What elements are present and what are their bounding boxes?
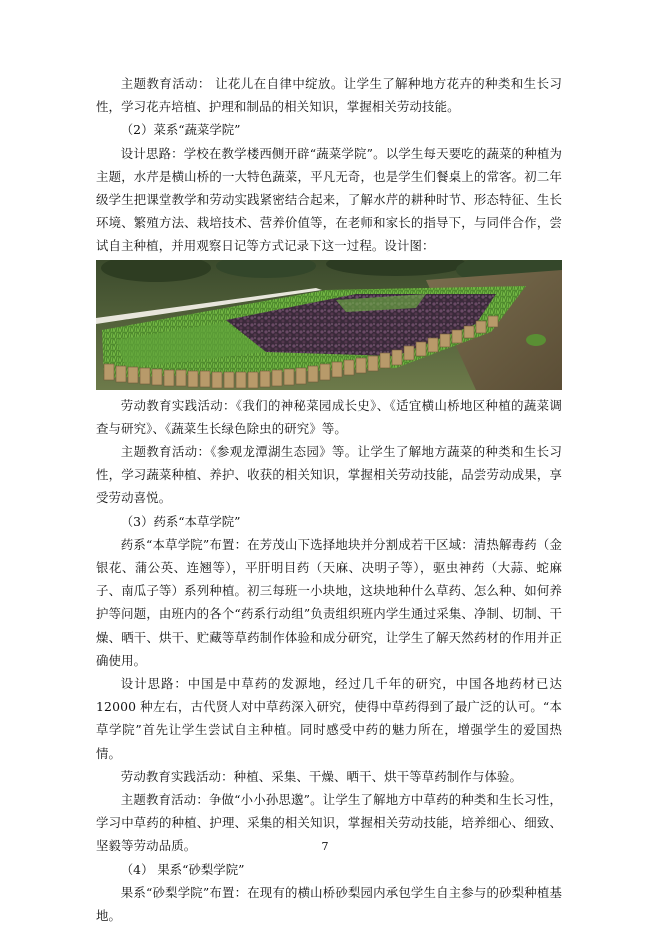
paragraph-herbal-theme-activity: 主题教育活动：争做“小小孙思邈”。让学生了解地方中草药的种类和生长习性，学习中草药的种植、护理、采集的相关知识，掌握相关劳动技能，培养细心、细致、坚毅等劳动品质。 <box>96 792 562 854</box>
paragraph-herbal-layout: 药系“本草学院”布置：在芳茂山下选择地块并分割成若干区域：清热解毒药（金银花、蒲公英、连翘等），平肝明目药（天麻、决明子等），驱虫神药（大蒜、蛇麻子、南瓜子等）系列种植。初三每班一小块地，这块地种什么草药、怎么种、如何养护等问题，由班内的各个“药系行动组”负责组织班内学生通过采集、净制、切制、干燥、晒干、烘干、贮藏等草药制作体验和成分研究，让学生了解天然药材的作用并正确使用。 <box>96 536 562 668</box>
paragraph-herbal-practice-activity: 劳动教育实践活动：种植、采集、干燥、晒干、烘干等草药制作与体验。 <box>120 768 523 784</box>
paragraph-herbal-design: 设计思路：中国是中草药的发源地，经过几千年的研究，中国各地药材已达12000 种左右，古代贤人对中草药深入研究，使得中草药得到了最广泛的认可。“本草学院”首先让学生尝试自主种植。同时感受中药的魅力所在，增强学生的爱国热情。 <box>96 676 562 761</box>
paragraph-vegetable-practice-activity: 劳动教育实践活动：《我们的神秘菜园成长史》、《适宜横山桥地区种植的蔬菜调查与研究》、《蔬菜生长绿色除虫的研究》等。 <box>96 397 562 436</box>
page-content <box>96 72 562 927</box>
paragraph-vegetable-design: 设计思路：学校在教学楼西侧开辟“蔬菜学院”。以学生每天要吃的蔬菜的种植为主题，水芹是横山桥的一大特色蔬菜，平凡无奇，也是学生们餐桌上的常客。初二年级学生把课堂教学和劳动实践紧密结合起来，了解水芹的耕种时节、形态特征、生长环境、繁殖方法、栽培技术、营养价值等，在老师和家长的指导下，与同伴合作，尝试自主种植，并用观察日记等方式记录下这一过程。设计图： <box>96 145 562 254</box>
vegetable-garden-photo <box>96 260 562 390</box>
page-number: 7 <box>321 840 329 853</box>
heading-vegetable-college: （2）菜系“蔬菜学院” <box>120 122 241 138</box>
paragraph-pear-layout: 果系“砂梨学院”布置：在现有的横山桥砂梨园内承包学生自主参与的砂梨种植基地。 <box>96 884 562 924</box>
paragraph-vegetable-theme-activity: 主题教育活动：《参观龙潭湖生态园》等。让学生了解地方蔬菜的种类和生长习性，学习蔬菜种植、养护、收获的相关知识，掌握相关劳动技能，品尝劳动成果，享受劳动喜悦。 <box>96 444 562 506</box>
paragraph-flower-theme-activity: 主题教育活动： 让花儿在自律中绽放。让学生了解种地方花卉的种类和生长习性，学习花卉培植、护理和制品的相关知识，掌握相关劳动技能。 <box>96 76 562 115</box>
heading-herbal-college: （3）药系“本草学院” <box>120 513 241 529</box>
heading-pear-college: （4） 果系“砂梨学院” <box>120 861 245 877</box>
